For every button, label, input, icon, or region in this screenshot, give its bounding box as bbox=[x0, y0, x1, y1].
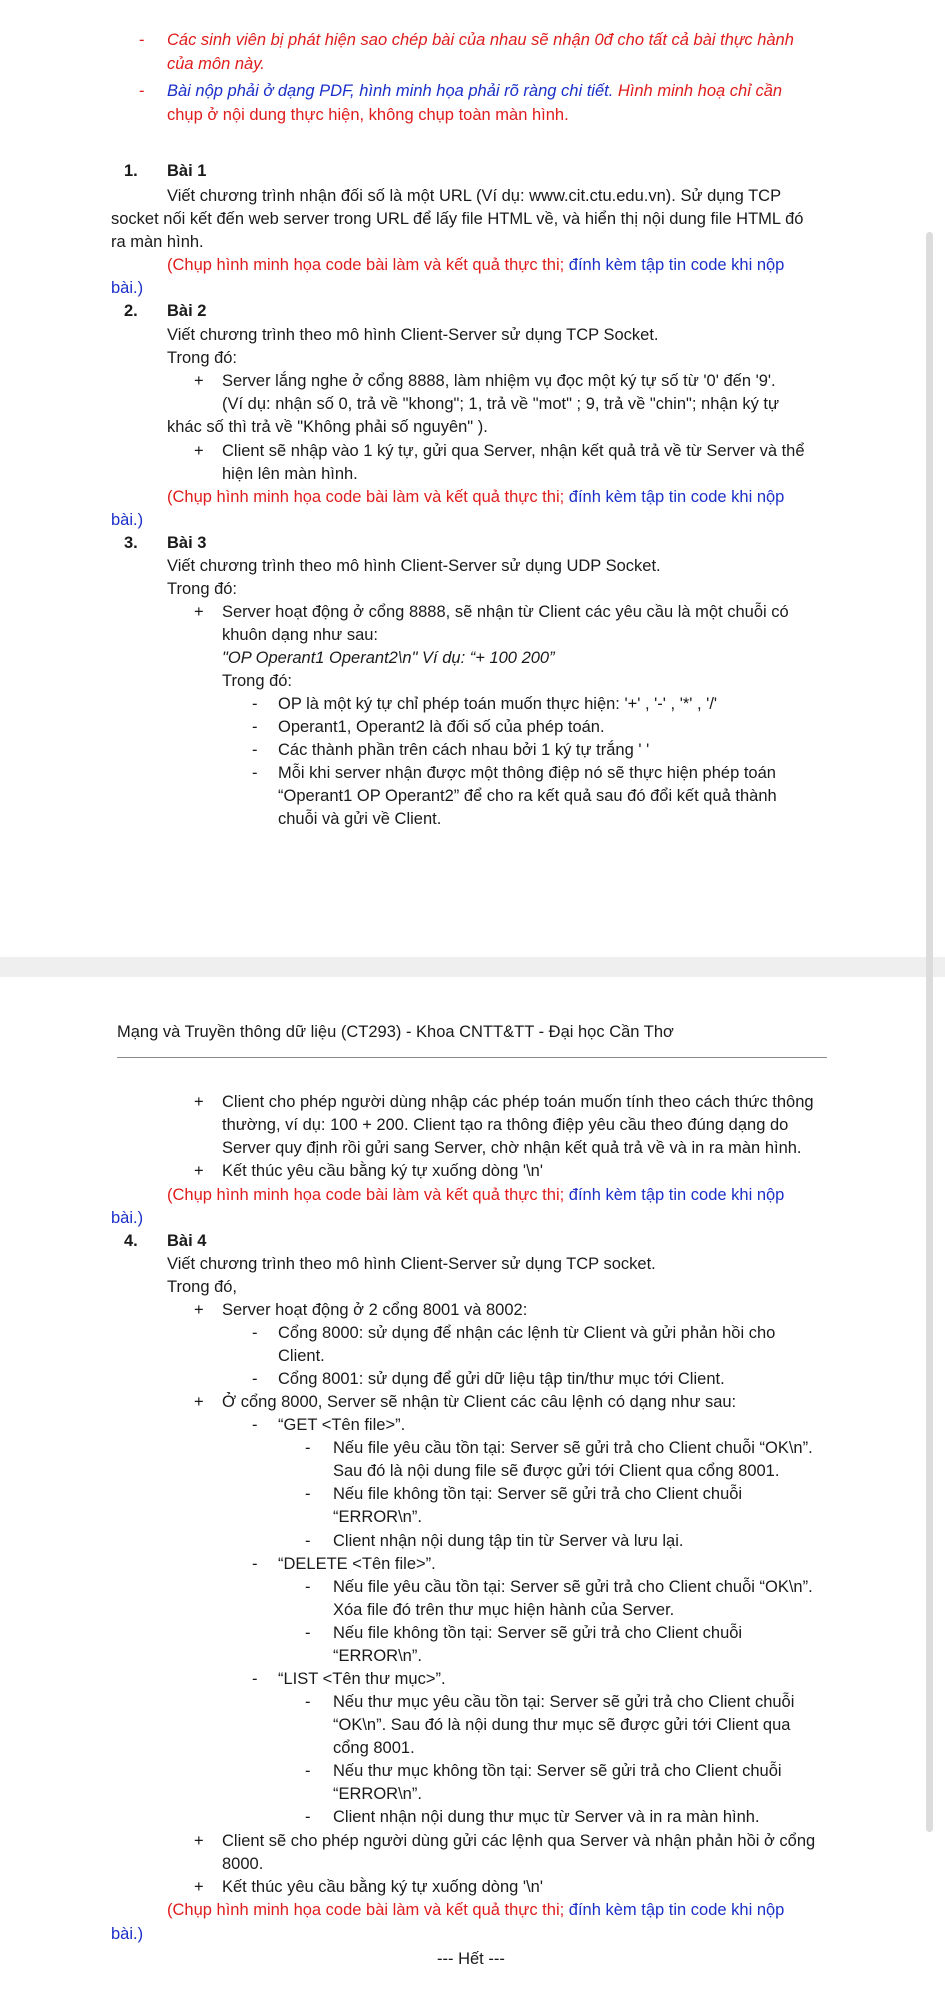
bullet-dash: - bbox=[252, 1416, 258, 1434]
capture-note-red: (Chụp hình minh họa code bài làm và kết quả thực thi; bbox=[167, 1901, 565, 1919]
bai3-client-line: Client cho phép người dùng nhập các phép toán muốn tính theo cách thức thông bbox=[222, 1093, 814, 1111]
bai4-end: Kết thúc yêu cầu bằng ký tự xuống dòng '\n' bbox=[222, 1878, 543, 1896]
bai3-sub-line: OP là một ký tự chỉ phép toán muốn thực hiện: '+' , '-' , '*' , '/' bbox=[278, 695, 718, 713]
capture-note-tail: bài.) bbox=[111, 1209, 144, 1227]
bai4-port-line: Cổng 8001: sử dụng để gửi dữ liệu tập tin/thư mục tới Client. bbox=[278, 1370, 725, 1388]
bai1-number: 1. bbox=[124, 162, 138, 180]
bai2-server-line: khác số thì trả về "Không phải số nguyên" ). bbox=[167, 418, 488, 436]
capture-note bbox=[167, 1899, 784, 1921]
bai4-port-line: Client. bbox=[278, 1347, 325, 1365]
cmd-sub-line: Client nhận nội dung thư mục từ Server và in ra màn hình. bbox=[333, 1808, 760, 1826]
note-bullet: - bbox=[139, 82, 145, 100]
capture-note-blue: đính kèm tập tin code khi nộp bbox=[564, 488, 785, 506]
bullet-dash: - bbox=[252, 764, 258, 782]
bullet-dash: - bbox=[305, 1808, 311, 1826]
bai2-server-line: (Ví dụ: nhận số 0, trả về "khong"; 1, trả về "mot" ; 9, trả về "chin"; nhận ký tự bbox=[222, 395, 780, 413]
cmd-sub-line: Xóa file đó trên thư mục hiện hành của Server. bbox=[333, 1601, 675, 1619]
note-pdf-blue: Bài nộp phải ở dạng PDF, hình minh họa phải rõ ràng chi tiết. bbox=[167, 82, 614, 100]
bai3-server-line: khuôn dạng như sau: bbox=[222, 626, 379, 644]
bai1-line: ra màn hình. bbox=[111, 233, 204, 251]
bullet-dash: - bbox=[305, 1693, 311, 1711]
bullet-plus: + bbox=[194, 1832, 204, 1850]
bai3-server-line: Server hoạt động ở cổng 8888, sẽ nhận từ Client các yêu cầu là một chuỗi có bbox=[222, 603, 789, 621]
bullet-plus: + bbox=[194, 1301, 204, 1319]
bullet-dash: - bbox=[252, 1324, 258, 1342]
capture-note bbox=[167, 1184, 784, 1206]
bullet-dash: - bbox=[305, 1532, 311, 1550]
capture-note-tail: bài.) bbox=[111, 511, 144, 529]
bai3-client-line: Server quy định rồi gửi sang Server, chờ nhận kết quả trả về và in ra màn hình. bbox=[222, 1139, 802, 1157]
bullet-dash: - bbox=[252, 1370, 258, 1388]
bullet-plus: + bbox=[194, 1878, 204, 1896]
bai3-trong-do-2: Trong đó: bbox=[222, 672, 293, 690]
bullet-plus: + bbox=[194, 1162, 204, 1180]
bai1-line: Viết chương trình nhận đối số là một URL (Ví dụ: www.cit.ctu.edu.vn). Sử dụng TCP bbox=[167, 187, 782, 205]
note-pdf-cont: chụp ở nội dung thực hiện, không chụp toàn màn hình. bbox=[167, 106, 569, 124]
bai4-trong-do: Trong đó, bbox=[167, 1278, 238, 1296]
bai3-trong-do: Trong đó: bbox=[167, 580, 238, 598]
bai4-client-line: Client sẽ cho phép người dùng gửi các lệnh qua Server và nhận phản hồi ở cổng bbox=[222, 1832, 816, 1850]
bai3-number: 3. bbox=[124, 534, 138, 552]
capture-note-blue: đính kèm tập tin code khi nộp bbox=[564, 1186, 785, 1204]
bullet-dash: - bbox=[305, 1485, 311, 1503]
bullet-dash: - bbox=[252, 1670, 258, 1688]
page-break bbox=[0, 957, 945, 977]
bai2-client-line: hiện lên màn hình. bbox=[222, 465, 358, 483]
cmd-sub-line: Client nhận nội dung tập tin từ Server và lưu lại. bbox=[333, 1532, 684, 1550]
capture-note-tail: bài.) bbox=[111, 1925, 144, 1943]
cmd-sub-line: “ERROR\n”. bbox=[333, 1508, 422, 1526]
bai3-sub-line: Mỗi khi server nhận được một thông điệp nó sẽ thực hiện phép toán bbox=[278, 764, 776, 782]
cmd-list: “LIST <Tên thư mục>”. bbox=[278, 1670, 446, 1688]
bullet-dash: - bbox=[252, 741, 258, 759]
cmd-sub-line: Nếu thư mục yêu cầu tồn tại: Server sẽ gửi trả cho Client chuỗi bbox=[333, 1693, 795, 1711]
bullet-plus: + bbox=[194, 1093, 204, 1111]
cmd-sub-line: Nếu file yêu cầu tồn tại: Server sẽ gửi trả cho Client chuỗi “OK\n”. bbox=[333, 1578, 813, 1596]
bullet-dash: - bbox=[252, 718, 258, 736]
cmd-get: “GET <Tên file>”. bbox=[278, 1416, 406, 1434]
bullet-dash: - bbox=[305, 1578, 311, 1596]
scrollbar[interactable] bbox=[926, 232, 933, 1832]
bullet-plus: + bbox=[194, 372, 204, 390]
bai3-sub-line: chuỗi và gửi về Client. bbox=[278, 810, 442, 828]
cmd-sub-line: cổng 8001. bbox=[333, 1739, 415, 1757]
bai3-intro: Viết chương trình theo mô hình Client-Server sử dụng UDP Socket. bbox=[167, 557, 661, 575]
capture-note-red: (Chụp hình minh họa code bài làm và kết quả thực thi; bbox=[167, 1186, 565, 1204]
bullet-dash: - bbox=[305, 1439, 311, 1457]
note-copying: Các sinh viên bị phát hiện sao chép bài của nhau sẽ nhận 0đ cho tất cả bài thực hành bbox=[167, 31, 794, 49]
bai3-title: Bài 3 bbox=[167, 534, 207, 552]
bai4-number: 4. bbox=[124, 1232, 138, 1250]
bai1-title: Bài 1 bbox=[167, 162, 207, 180]
note-bullet: - bbox=[139, 31, 145, 49]
bai3-format: "OP Operant1 Operant2\n" Ví dụ: “+ 100 200” bbox=[222, 649, 555, 667]
bullet-dash: - bbox=[305, 1624, 311, 1642]
page-header: Mạng và Truyền thông dữ liệu (CT293) - Khoa CNTT&TT - Đại học Cần Thơ bbox=[117, 1023, 674, 1041]
bai4-o-cong: Ở cổng 8000, Server sẽ nhận từ Client các câu lệnh có dạng như sau: bbox=[222, 1393, 737, 1411]
capture-note-red: (Chụp hình minh họa code bài làm và kết quả thực thi; bbox=[167, 488, 565, 506]
note-pdf-red: Hình minh hoạ chỉ cần bbox=[613, 82, 783, 100]
bullet-dash: - bbox=[252, 695, 258, 713]
capture-note-tail: bài.) bbox=[111, 279, 144, 297]
note-pdf bbox=[167, 80, 782, 102]
bai3-sub-line: “Operant1 OP Operant2” để cho ra kết quả sau đó đổi kết quả thành bbox=[278, 787, 777, 805]
cmd-sub-line: Nếu file yêu cầu tồn tại: Server sẽ gửi trả cho Client chuỗi “OK\n”. bbox=[333, 1439, 813, 1457]
capture-note-blue: đính kèm tập tin code khi nộp bbox=[564, 1901, 785, 1919]
cmd-sub-line: “OK\n”. Sau đó là nội dung thư mục sẽ được gửi tới Client qua bbox=[333, 1716, 791, 1734]
bai4-title: Bài 4 bbox=[167, 1232, 207, 1250]
cmd-sub-line: Nếu thư mục không tồn tại: Server sẽ gửi trả cho Client chuỗi bbox=[333, 1762, 782, 1780]
capture-note bbox=[167, 254, 784, 276]
bullet-plus: + bbox=[194, 442, 204, 460]
bullet-plus: + bbox=[194, 1393, 204, 1411]
bai4-client-line: 8000. bbox=[222, 1855, 264, 1873]
capture-note bbox=[167, 486, 784, 508]
bai4-server: Server hoạt động ở 2 cổng 8001 và 8002: bbox=[222, 1301, 528, 1319]
bai4-port-line: Cổng 8000: sử dụng để nhận các lệnh từ Client và gửi phản hồi cho bbox=[278, 1324, 776, 1342]
bai4-intro: Viết chương trình theo mô hình Client-Server sử dụng TCP socket. bbox=[167, 1255, 656, 1273]
bai2-server-line: Server lắng nghe ở cổng 8888, làm nhiệm vụ đọc một ký tự số từ '0' đến '9'. bbox=[222, 372, 776, 390]
bai3-client-line: thường, ví dụ: 100 + 200. Client tạo ra thông điệp yêu cầu theo đúng dạng do bbox=[222, 1116, 789, 1134]
cmd-sub-line: “ERROR\n”. bbox=[333, 1647, 422, 1665]
bullet-plus: + bbox=[194, 603, 204, 621]
header-rule bbox=[117, 1057, 827, 1058]
cmd-sub-line: Nếu file không tồn tại: Server sẽ gửi trả cho Client chuỗi bbox=[333, 1485, 743, 1503]
capture-note-blue: đính kèm tập tin code khi nộp bbox=[564, 256, 785, 274]
bai2-client-line: Client sẽ nhập vào 1 ký tự, gửi qua Server, nhận kết quả trả về từ Server và thể bbox=[222, 442, 805, 460]
cmd-sub-line: “ERROR\n”. bbox=[333, 1785, 422, 1803]
bai2-intro: Viết chương trình theo mô hình Client-Server sử dụng TCP Socket. bbox=[167, 326, 659, 344]
capture-note-red: (Chụp hình minh họa code bài làm và kết quả thực thi; bbox=[167, 256, 565, 274]
bai2-title: Bài 2 bbox=[167, 302, 207, 320]
cmd-sub-line: Sau đó là nội dung file sẽ được gửi tới Client qua cổng 8001. bbox=[333, 1462, 780, 1480]
bai3-sub-line: Operant1, Operant2 là đối số của phép toán. bbox=[278, 718, 605, 736]
end-marker: --- Hết --- bbox=[437, 1950, 505, 1968]
bai3-sub-line: Các thành phần trên cách nhau bởi 1 ký tự trắng ' ' bbox=[278, 741, 650, 759]
bai2-trong-do: Trong đó: bbox=[167, 349, 238, 367]
note-copying-cont: của môn này. bbox=[167, 55, 265, 73]
cmd-delete: “DELETE <Tên file>”. bbox=[278, 1555, 436, 1573]
bai1-line: socket nối kết đến web server trong URL để lấy file HTML về, và hiển thị nội dung file HTML đó bbox=[111, 210, 804, 228]
cmd-sub-line: Nếu file không tồn tại: Server sẽ gửi trả cho Client chuỗi bbox=[333, 1624, 743, 1642]
bai3-end: Kết thúc yêu cầu bằng ký tự xuống dòng '\n' bbox=[222, 1162, 543, 1180]
bai2-number: 2. bbox=[124, 302, 138, 320]
bullet-dash: - bbox=[305, 1762, 311, 1780]
bullet-dash: - bbox=[252, 1555, 258, 1573]
